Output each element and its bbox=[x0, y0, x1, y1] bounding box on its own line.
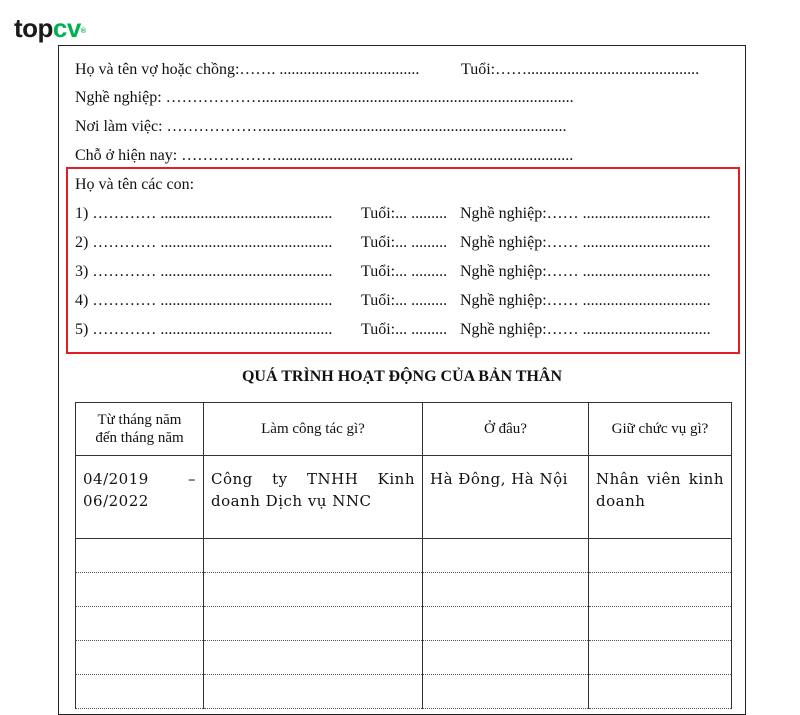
work-line2: doanh Dịch vụ NNC bbox=[211, 492, 372, 510]
child-age: Tuổi:... ......... bbox=[361, 292, 448, 309]
logo-registered-mark: ® bbox=[80, 28, 86, 35]
spouse-job-line: Nghề nghiệp: ……………….............................................................................. bbox=[75, 89, 574, 106]
child-job: Nghề nghiệp:…… ................................ bbox=[460, 263, 711, 280]
position-line1: Nhân viên kinh bbox=[596, 470, 724, 488]
header-work: Làm công tác gì? bbox=[204, 403, 423, 456]
child-name: 5) ………… ........................................... bbox=[75, 321, 333, 338]
logo-top: top bbox=[14, 13, 53, 43]
child-row-2 bbox=[75, 233, 730, 253]
table-row-empty bbox=[76, 641, 732, 675]
child-name: 1) ………… ........................................... bbox=[75, 205, 333, 222]
child-name: 4) ………… ........................................... bbox=[75, 292, 333, 309]
period-from-line bbox=[83, 468, 196, 490]
spouse-address-line: Chỗ ở hiện nay: ……………….......................................................................... bbox=[75, 147, 574, 164]
form-paper bbox=[58, 45, 746, 715]
cell-period bbox=[76, 456, 204, 539]
child-row-1 bbox=[75, 204, 730, 224]
header-period bbox=[76, 403, 204, 456]
period-from: 04/2019 bbox=[83, 470, 149, 488]
period-dash: – bbox=[188, 470, 196, 488]
spouse-name-label: Họ và tên vợ hoặc chồng:……. ................................... bbox=[75, 61, 420, 78]
children-title: Họ và tên các con: bbox=[75, 176, 195, 193]
table-row-empty bbox=[76, 675, 732, 709]
header-where: Ở đâu? bbox=[423, 403, 589, 456]
topcv-logo[interactable] bbox=[14, 13, 86, 43]
child-age: Tuổi:... ......... bbox=[361, 234, 448, 251]
child-age: Tuổi:... ......... bbox=[361, 321, 448, 338]
child-name: 3) ………… ........................................... bbox=[75, 263, 333, 280]
position-line2: doanh bbox=[596, 492, 646, 510]
logo-cv: cv bbox=[52, 13, 81, 43]
child-row-4 bbox=[75, 291, 730, 311]
spouse-work-line: Nơi làm việc: ………………............................................................................ bbox=[75, 118, 567, 135]
child-job: Nghề nghiệp:…… ................................ bbox=[460, 321, 711, 338]
cell-position bbox=[589, 456, 732, 539]
child-name: 2) ………… ........................................... bbox=[75, 234, 333, 251]
table-row-empty bbox=[76, 607, 732, 641]
header-period-line1: Từ tháng năm bbox=[97, 412, 182, 428]
child-job: Nghề nghiệp:…… ................................ bbox=[460, 292, 711, 309]
header-position: Giữ chức vụ gì? bbox=[589, 403, 732, 456]
header-period-line2: đến tháng năm bbox=[95, 430, 184, 446]
child-job: Nghề nghiệp:…… ................................ bbox=[460, 205, 711, 222]
period-to: 06/2022 bbox=[83, 492, 149, 510]
history-table bbox=[75, 402, 732, 709]
table-row-empty bbox=[76, 573, 732, 607]
spouse-name-line bbox=[75, 60, 730, 80]
cell-work bbox=[204, 456, 423, 539]
table-row-empty bbox=[76, 539, 732, 573]
cell-where bbox=[423, 456, 589, 539]
child-age: Tuổi:... ......... bbox=[361, 205, 448, 222]
child-row-3 bbox=[75, 262, 730, 282]
work-line1: Công ty TNHH Kinh bbox=[211, 470, 415, 488]
child-row-5 bbox=[75, 320, 730, 340]
spouse-age-label: Tuổi:……........................................... bbox=[461, 61, 700, 78]
child-age: Tuổi:... ......... bbox=[361, 263, 448, 280]
history-section-title: QUÁ TRÌNH HOẠT ĐỘNG CỦA BẢN THÂN bbox=[241, 368, 563, 385]
child-job: Nghề nghiệp:…… ................................ bbox=[460, 234, 711, 251]
where-text: Hà Đông, Hà Nội bbox=[430, 470, 568, 488]
table-row bbox=[76, 456, 732, 539]
table-header-row bbox=[76, 403, 732, 456]
